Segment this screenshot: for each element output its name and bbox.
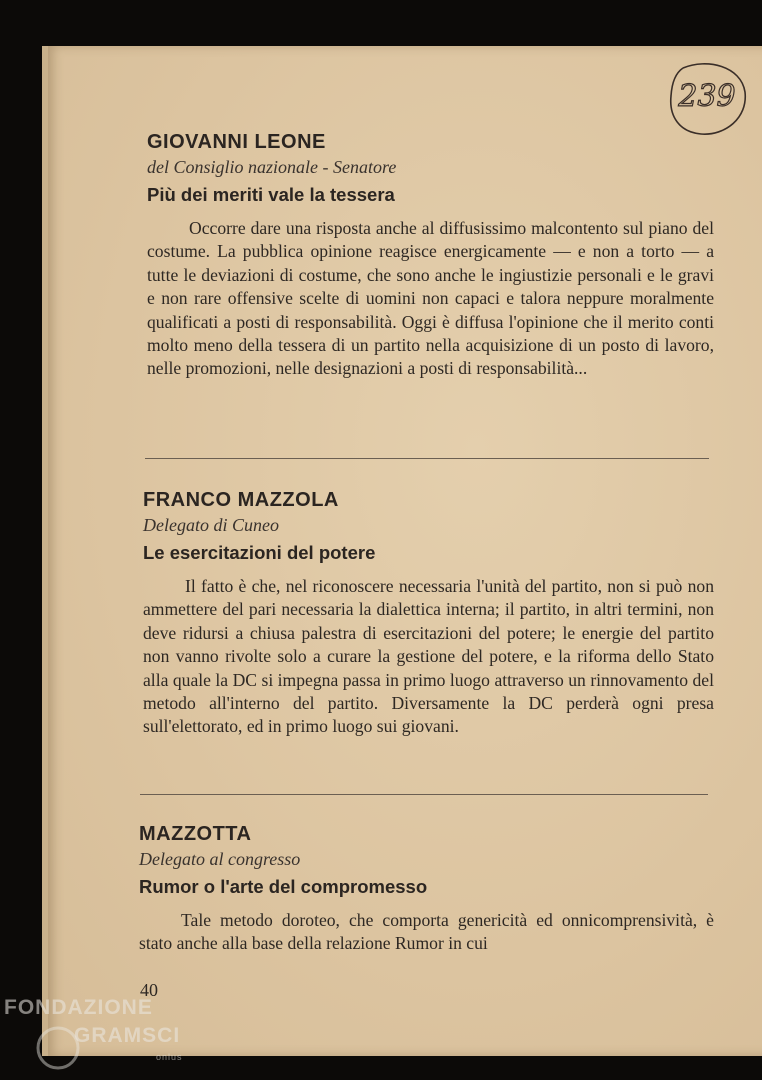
article-body: Tale metodo doroteo, che comporta genericità ed onnicomprensività, è stato anche alla base della relazione Rumor in cui xyxy=(139,910,714,954)
stamp-number: 239 xyxy=(678,79,736,114)
watermark-line-1: FONDAZIONE xyxy=(4,996,153,1019)
author-role: Delegato di Cuneo xyxy=(143,515,279,535)
page-number: 40 xyxy=(140,980,158,1000)
article-body: Il fatto è che, nel riconoscere necessaria l'unità del partito, non si può non ammettere del pari necessaria la dialettica interna; il partito, in altri termini, non deve ridursi a chiusa palestra di esercitazioni del potere; le energie del partito non vanno rivolte solo a curare la gestione del potere, e la riforma dello Stato alla quale la DC si impegna passa in primo luogo attraverso un rinnovamento del metodo all'interno del partito. Diversamente la DC perderà ogni presa sull'elettorato, ed in primo luogo sui giovani. xyxy=(143,576,714,737)
article-body: Occorre dare una risposta anche al diffusissimo malcontento sul piano del costume. La pubblica opinione reagisce energicamente — e non a torto — a tutte le deviazioni di costume, che sono anche le ingiustizie personali e le gravi e non rare offensive scelte di uomini non capaci e talora neppure moralmente qualificati a posti di responsabilità. Oggi è diffusa l'opinione che il merito conti molto meno della tessera di un partito nella acquisizione di un posto di lavoro, nelle promozioni, nelle designazioni a posti di responsabilità... xyxy=(147,218,714,379)
article-headline: Più dei meriti vale la tessera xyxy=(147,184,395,205)
article-section-mazzola xyxy=(143,488,714,739)
stamp-circle-icon xyxy=(667,60,747,138)
article-headline: Rumor o l'arte del compromesso xyxy=(139,876,428,897)
watermark-line-3: onlus xyxy=(156,1052,183,1062)
page-edge xyxy=(42,46,48,1056)
archive-stamp xyxy=(667,60,747,138)
article-section-mazzotta xyxy=(139,822,714,956)
watermark-line-2: GRAMSCI xyxy=(74,1024,181,1047)
article-headline: Le esercitazioni del potere xyxy=(143,542,376,563)
watermark-logo xyxy=(4,996,194,1076)
author-name: GIOVANNI LEONE xyxy=(147,131,326,153)
author-name: MAZZOTTA xyxy=(139,823,252,845)
article-section-leone xyxy=(147,130,714,381)
author-role: del Consiglio nazionale - Senatore xyxy=(147,157,397,177)
section-divider xyxy=(140,794,708,795)
author-name: FRANCO MAZZOLA xyxy=(143,489,339,511)
section-divider xyxy=(145,458,709,459)
author-role: Delegato al congresso xyxy=(139,849,301,869)
